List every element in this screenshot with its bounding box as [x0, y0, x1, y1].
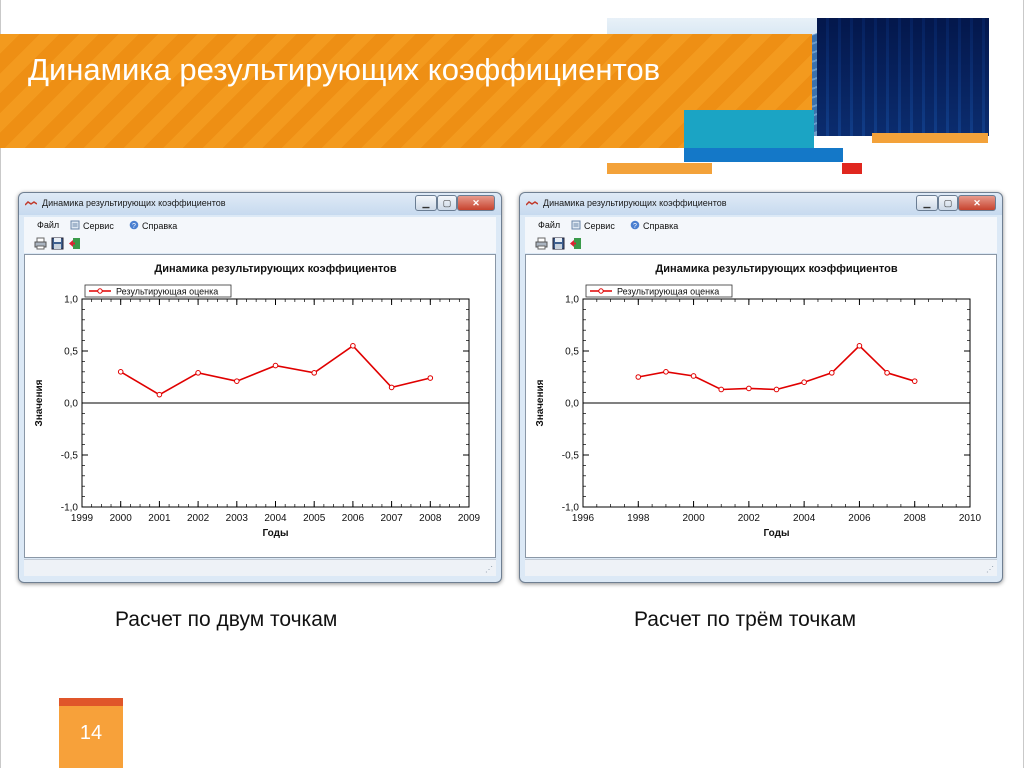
x-tick-label: 1999 — [70, 513, 94, 524]
y-tick-label: 0,5 — [565, 346, 579, 358]
service-icon — [571, 220, 581, 230]
app-icon — [25, 201, 37, 206]
x-tick-label: 2006 — [848, 513, 871, 524]
x-tick-label: 2009 — [457, 513, 481, 524]
x-tick-label: 1996 — [571, 513, 595, 524]
x-tick-label: 2008 — [903, 513, 926, 524]
x-tick-label: 2004 — [793, 513, 816, 524]
data-point — [428, 376, 433, 381]
exit-icon[interactable] — [569, 237, 582, 250]
legend-label: Результирующая оценка — [617, 286, 720, 297]
menu-file[interactable]: Файл — [538, 220, 561, 230]
x-axis-label: Годы — [763, 528, 790, 539]
menu-help-label: Справка — [643, 221, 679, 231]
print-icon[interactable] — [535, 237, 548, 250]
legend-marker — [599, 289, 603, 293]
close-button[interactable]: ✕ — [457, 195, 495, 211]
menu-help[interactable] — [630, 220, 678, 231]
x-tick-label: 2008 — [419, 513, 442, 524]
y-tick-label: 1,0 — [64, 294, 78, 306]
menu-service-label: Сервис — [584, 221, 615, 231]
resize-grip[interactable]: ⋰ — [485, 565, 493, 574]
slide-title: Динамика результирующих коэффициентов — [28, 52, 661, 87]
close-button[interactable]: ✕ — [958, 195, 996, 211]
data-point — [389, 385, 394, 390]
chart-svg — [526, 255, 996, 557]
maximize-button[interactable]: ▢ — [938, 195, 958, 211]
toolbar — [24, 235, 496, 253]
service-icon — [70, 220, 80, 230]
help-icon — [630, 220, 640, 230]
toolbar — [525, 235, 997, 253]
x-tick-label: 2006 — [341, 513, 365, 524]
menu-service[interactable] — [571, 220, 615, 231]
menu-service-label: Сервис — [83, 221, 114, 231]
status-bar — [525, 559, 997, 576]
menu-service[interactable] — [70, 220, 114, 231]
data-point — [802, 380, 807, 385]
accent-orange-bar-lower — [607, 163, 712, 174]
caption-three-points: Расчет по трём точкам — [634, 608, 857, 631]
svg-text:?: ? — [132, 223, 136, 230]
x-tick-label: 2002 — [186, 513, 210, 524]
window-title: Динамика результирующих коэффициентов — [543, 198, 727, 208]
menu-bar — [24, 217, 496, 235]
window-titlebar[interactable] — [520, 193, 1002, 215]
y-tick-label: 0,0 — [565, 398, 579, 410]
data-point — [273, 363, 278, 368]
minimize-button[interactable]: ▁ — [415, 195, 437, 211]
data-point — [747, 386, 752, 391]
data-point — [774, 387, 779, 392]
data-point — [885, 371, 890, 376]
y-tick-label: -0,5 — [60, 450, 78, 462]
minimize-button[interactable]: ▁ — [916, 195, 938, 211]
window-title: Динамика результирующих коэффициентов — [42, 198, 226, 208]
data-point — [857, 344, 862, 349]
y-tick-label: -0,5 — [561, 450, 579, 462]
legend-label: Результирующая оценка — [116, 286, 219, 297]
menu-help[interactable] — [129, 220, 177, 231]
accent-blue-block — [684, 148, 843, 162]
app-window-two-points — [18, 192, 502, 583]
help-icon — [129, 220, 139, 230]
print-icon[interactable] — [34, 237, 47, 250]
x-tick-label: 2003 — [225, 513, 248, 524]
svg-text:?: ? — [633, 223, 637, 230]
chart-panel — [24, 254, 496, 558]
x-tick-label: 2000 — [109, 513, 132, 524]
maximize-button[interactable]: ▢ — [437, 195, 457, 211]
menu-bar — [525, 217, 997, 235]
chart-panel — [525, 254, 997, 558]
save-icon[interactable] — [552, 237, 565, 250]
y-tick-label: -1,0 — [561, 502, 579, 514]
x-tick-label: 2000 — [682, 513, 705, 524]
save-icon[interactable] — [51, 237, 64, 250]
data-point — [829, 371, 834, 376]
page-number: 14 — [79, 722, 103, 744]
data-point — [719, 387, 724, 392]
y-axis-label: Значения — [34, 379, 45, 427]
menu-file[interactable]: Файл — [37, 220, 60, 230]
app-window-three-points — [519, 192, 1003, 583]
status-bar — [24, 559, 496, 576]
data-point — [636, 375, 641, 380]
x-tick-label: 1998 — [627, 513, 650, 524]
menu-help-label: Справка — [142, 221, 178, 231]
y-tick-label: 0,5 — [64, 346, 78, 358]
x-tick-label: 2007 — [380, 513, 403, 524]
accent-red-square — [842, 163, 862, 174]
data-point — [912, 379, 917, 384]
page-number-badge — [59, 698, 123, 768]
y-tick-label: -1,0 — [60, 502, 78, 514]
resize-grip[interactable]: ⋰ — [986, 565, 994, 574]
window-titlebar[interactable] — [19, 193, 501, 215]
data-point — [118, 370, 123, 375]
photo-building-tall — [817, 18, 989, 136]
data-point — [196, 371, 201, 376]
x-tick-label: 2002 — [737, 513, 760, 524]
x-tick-label: 2004 — [264, 513, 287, 524]
data-point — [157, 392, 162, 397]
x-tick-label: 2005 — [303, 513, 326, 524]
legend-marker — [98, 289, 102, 293]
y-tick-label: 1,0 — [565, 294, 579, 306]
data-point — [235, 379, 240, 384]
caption-two-points: Расчет по двум точкам — [115, 608, 338, 631]
data-point — [351, 344, 356, 349]
app-icon — [526, 201, 538, 206]
chart-title: Динамика результирующих коэффициентов — [655, 263, 898, 275]
y-axis-label: Значения — [535, 379, 546, 427]
exit-icon[interactable] — [68, 237, 81, 250]
chart-svg — [25, 255, 495, 557]
data-point — [312, 371, 317, 376]
accent-orange-bar — [872, 133, 988, 143]
x-axis-label: Годы — [262, 528, 289, 539]
x-tick-label: 2001 — [148, 513, 171, 524]
y-tick-label: 0,0 — [64, 398, 78, 410]
data-point — [664, 370, 669, 375]
chart-title: Динамика результирующих коэффициентов — [154, 263, 397, 275]
x-tick-label: 2010 — [958, 513, 982, 524]
data-point — [691, 374, 696, 379]
